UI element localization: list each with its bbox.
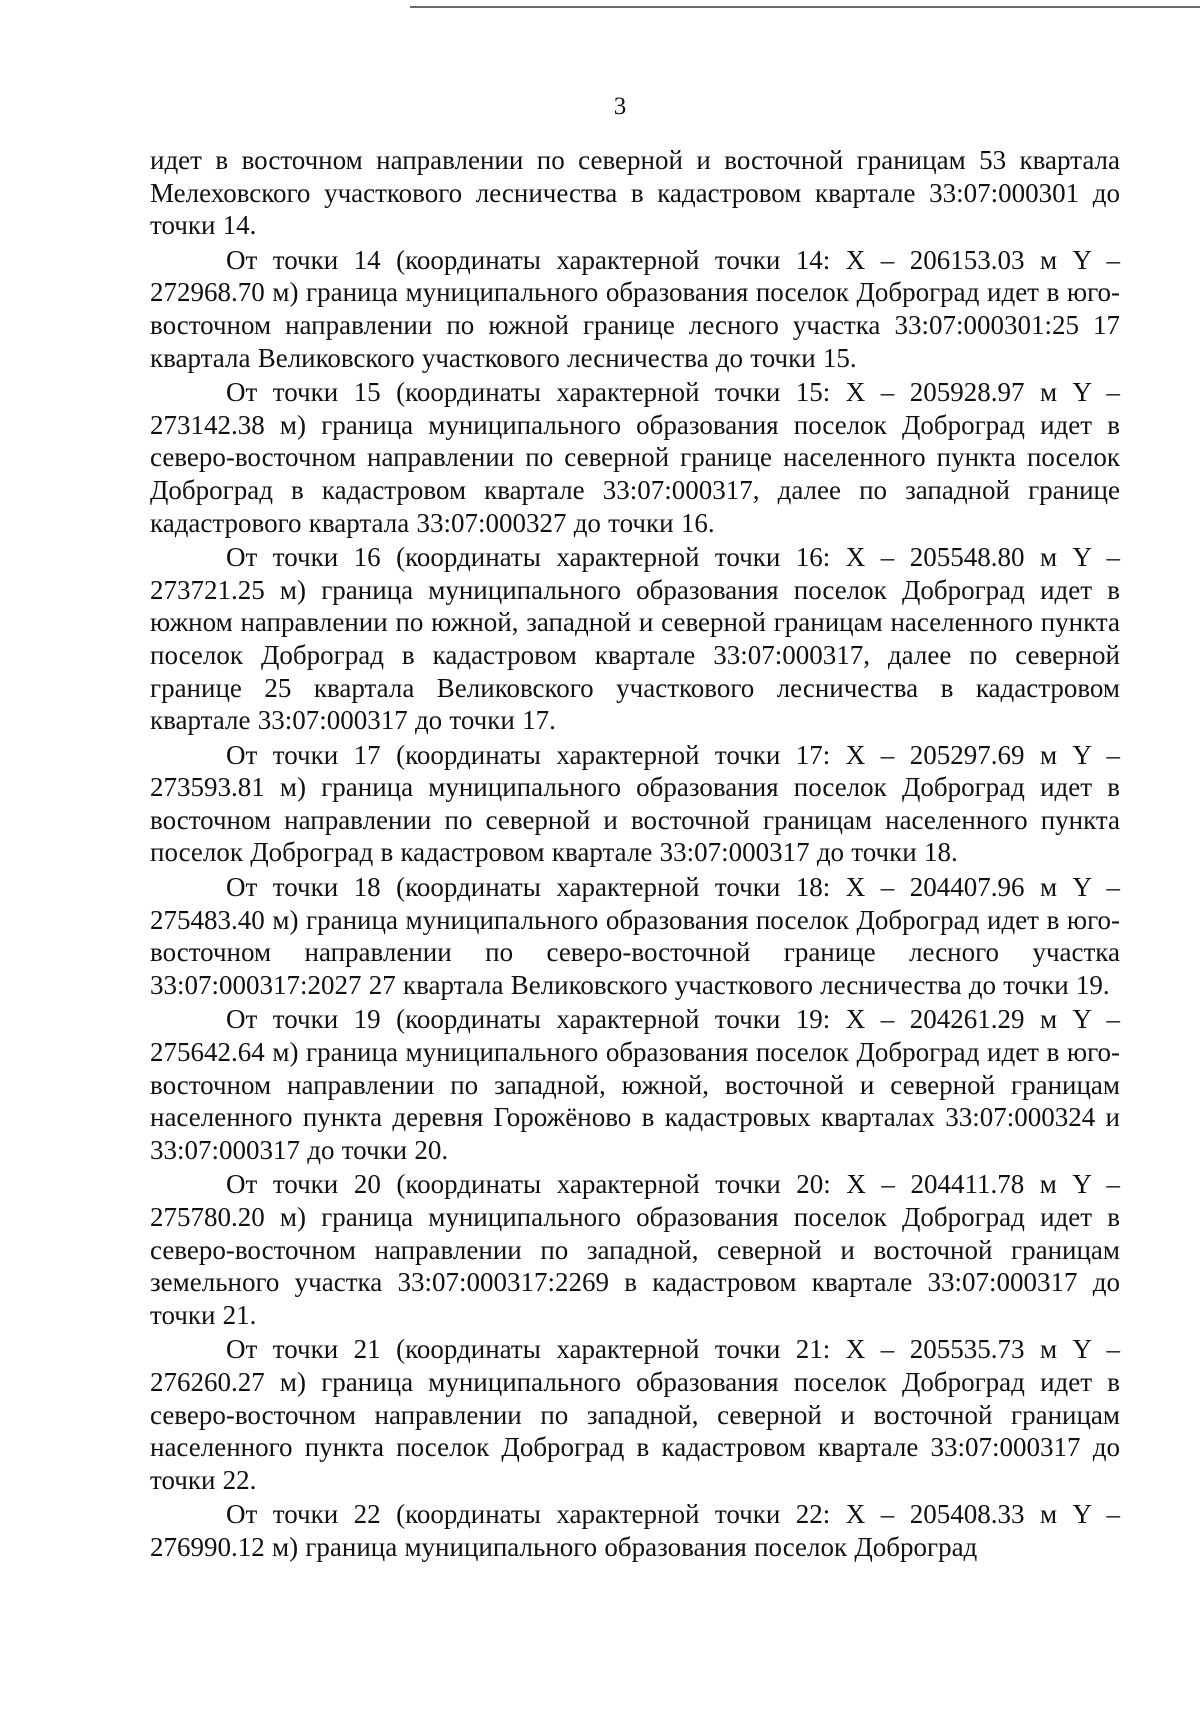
paragraph-continuation: идет в восточном направлении по северной и восточной границам 53 квартала Мелеховского участкового лесничества в кадастровом квартале 33:07:000301 до точки 14. [150,145,1120,241]
paragraph-point-22: От точки 22 (координаты характерной точки 22: X – 205408.33 м Y – 276990.12 м) граница муниципального образования поселок Доброград [150,1499,1120,1562]
paragraph-point-20: От точки 20 (координаты характерной точки 20: X – 204411.78 м Y – 275780.20 м) граница муниципального образования поселок Доброград идет в северо-восточном направлении по западной, северной и восточной границам земельного участка 33:07:000317:2269 в кадастровом квартале 33:07:000317 до точки 21. [150,1169,1120,1330]
paragraph-point-15: От точки 15 (координаты характерной точки 15: X – 205928.97 м Y – 273142.38 м) граница муниципального образования поселок Доброград идет в северо-восточном направлении по северной границе населенного пункта поселок Доброград в кадастровом квартале 33:07:000317, далее по западной границе кадастрового квартала 33:07:000327 до точки 16. [150,377,1120,538]
document-body [150,144,1120,1564]
paragraph-point-17: От точки 17 (координаты характерной точки 17: X – 205297.69 м Y – 273593.81 м) граница муниципального образования поселок Доброград идет в восточном направлении по северной и восточной границам населенного пункта поселок Доброград в кадастровом квартале 33:07:000317 до точки 18. [150,739,1120,868]
paragraph-point-18: От точки 18 (координаты характерной точки 18: X – 204407.96 м Y – 275483.40 м) граница муниципального образования поселок Доброград идет в юго-восточном направлении по северо-восточной границе лесного участка 33:07:000317:2027 27 квартала Великовского участкового лесничества до точки 19. [150,872,1120,1000]
paragraph-point-14: От точки 14 (координаты характерной точки 14: X – 206153.03 м Y – 272968.70 м) граница муниципального образования поселок Доброград идет в юго-восточном направлении по южной границе лесного участка 33:07:000301:25 17 квартала Великовского участкового лесничества до точки 15. [150,244,1120,373]
top-edge-line [410,6,1200,8]
paragraph-point-21: От точки 21 (координаты характерной точки 21: X – 205535.73 м Y – 276260.27 м) граница муниципального образования поселок Доброград идет в северо-восточном направлении по западной, северной и восточной границам населенного пункта поселок Доброград в кадастровом квартале 33:07:000317 до точки 22. [150,1334,1120,1495]
paragraph-point-19: От точки 19 (координаты характерной точки 19: X – 204261.29 м Y – 275642.64 м) граница муниципального образования поселок Доброград идет в юго-восточном направлении по западной, южной, восточной и северной границам населенного пункта деревня Горожёново в кадастровых кварталах 33:07:000324 и 33:07:000317 до точки 20. [150,1004,1120,1165]
paragraph-point-16: От точки 16 (координаты характерной точки 16: X – 205548.80 м Y – 273721.25 м) граница муниципального образования поселок Доброград идет в южном направлении по южной, западной и северной границам населенного пункта поселок Доброград в кадастровом квартале 33:07:000317, далее по северной границе 25 квартала Великовского участкового лесничества в кадастровом квартале 33:07:000317 до точки 17. [150,542,1120,736]
page-number: 3 [613,93,627,120]
